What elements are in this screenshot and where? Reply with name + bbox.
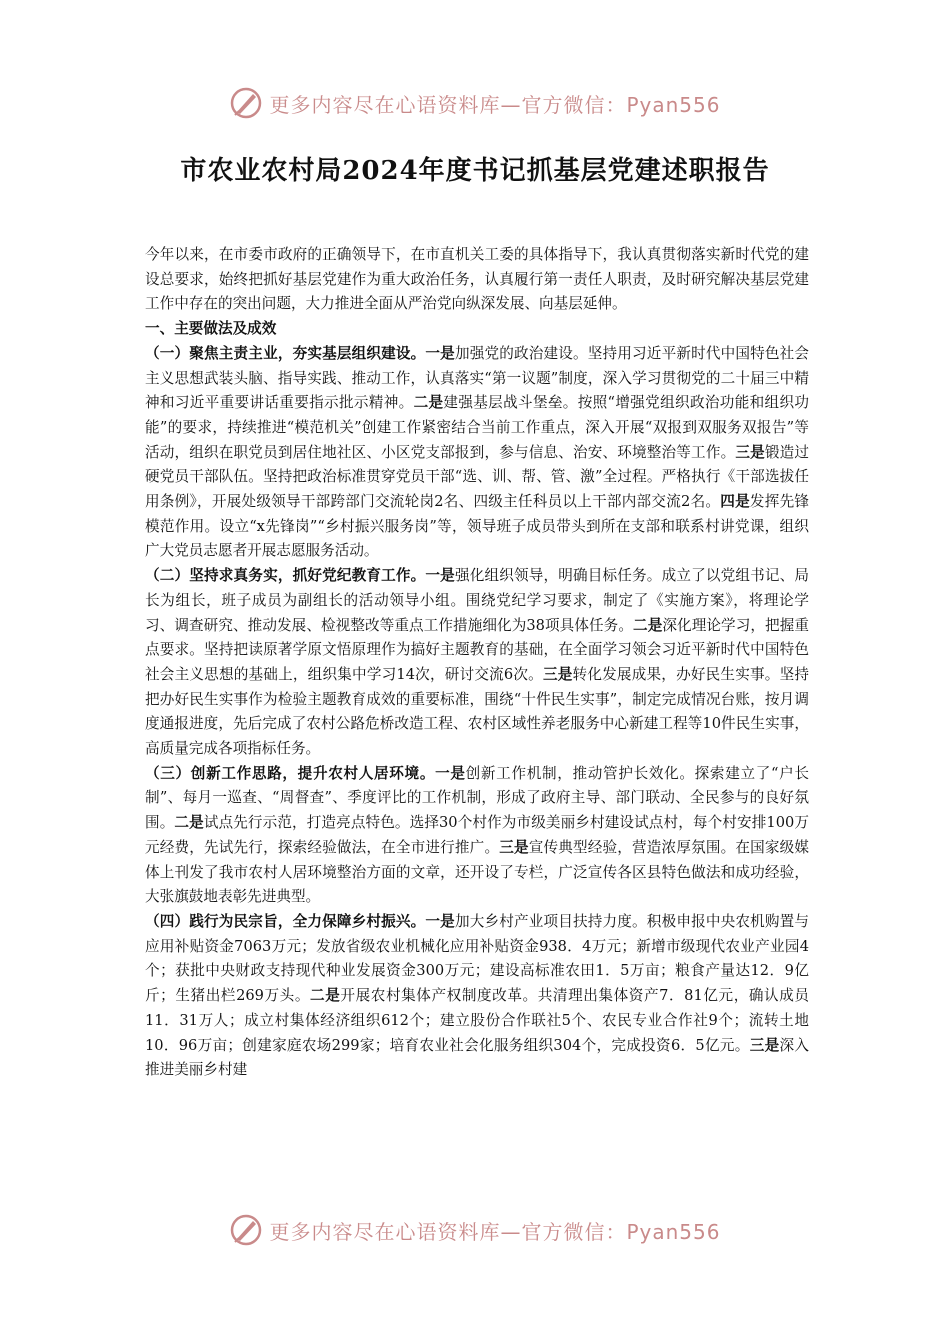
text: 发挥先锋模范作用。设立“x先锋岗”“乡村振兴服务岗”等，领导班子成员带头到所在支部和联系村讲党课，组织广大党员志愿者开展志愿服务活动。 (145, 493, 809, 560)
text: 深化理论学习，把握重点要求。坚持把读原著学原文悟原理作为搞好主题教育的基础，在全面学习领会习近平新时代中国特色社会主义思想的基础上，组织集中学习14次，研讨交流6次。 (145, 616, 809, 683)
document-title: 市农业农村局2024年度书记抓基层党建述职报告 (180, 156, 770, 186)
subsection-3-paragraph (145, 762, 809, 910)
text: 开展农村集体产权制度改革。共清理出集体资产7．81亿元，确认成员11．31万人；成立村集体经济组织612个；建立股份合作联社5个、农民专业合作社9个；流转土地10．96万亩；创建家庭农场299家；培育农业社会化服务组织304个，完成投资6．5亿元。 (145, 987, 809, 1054)
text: 转化发展成果，办好民生实事。坚持把办好民生实事作为检验主题教育成效的重要标准，围绕“十件民生实事”，制定完成情况台账，按月调度通报进度，先后完成了农村公路危桥改造工程、农村区域性养老服务中心新建工程等10件民生实事，高质量完成各项指标任务。 (145, 665, 809, 758)
header-watermark-banner (0, 83, 950, 123)
text: 建强基层战斗堡垒。按照“增强党组织政治功能和组织功能”的要求，持续推进“模范机关”创建工作紧密结合当前工作重点，深入开展“双报到双服务双报告”等活动，组织在职党员到居住地社区、小区党支部报到，参与信息、治安、环境整治等工作。 (145, 394, 809, 461)
keyword: 一是 (425, 567, 455, 585)
keyword: 三是 (499, 838, 529, 856)
subsection-2-heading: （二）坚持求真务实，抓好党纪教育工作。 (145, 567, 426, 585)
subsection-1-paragraph (145, 342, 809, 564)
text: 加大乡村产业项目扶持力度。积极申报中央农机购置与应用补贴资金7063万元；发放省级农业机械化应用补贴资金938．4万元；新增市级现代农业产业园4个；获批中央财政支持现代种业发展资金300万元；建设高标准农田1．5万亩；粮食产量达12．9亿斤；生猪出栏269万头。 (145, 912, 809, 1005)
quill-seal-icon (229, 1213, 263, 1247)
text: 深入推进美丽乡村建 (145, 1036, 809, 1079)
subsection-1-heading: （一）聚焦主责主业，夯实基层组织建设。 (145, 344, 426, 362)
text: 加强党的政治建设。坚持用习近平新时代中国特色社会主义思想武装头脑、指导实践、推动工作，认真落实“第一议题”制度，深入学习贯彻党的二十届三中精神和习近平重要讲话重要指示批示精神。 (145, 344, 809, 412)
text: 创新工作机制，推动管护长效化。探索建立了“户长制”、每月一巡查、“周督查”、季度评比的工作机制，形成了政府主导、部门联动、全民参与的良好氛围。 (145, 764, 809, 832)
keyword: 三是 (542, 665, 573, 683)
keyword: 二是 (413, 394, 444, 412)
keyword: 二是 (633, 616, 663, 634)
text: 宣传典型经验，营造浓厚氛围。在国家级媒体上刊发了我市农村人居环境整治方面的文章，还开设了专栏，广泛宣传各区县特色做法和成功经验，大张旗鼓地表彰先进典型。 (145, 838, 809, 906)
keyword: 三是 (735, 443, 765, 461)
document-body (145, 243, 809, 1083)
footer-watermark-banner (0, 1210, 950, 1250)
keyword: 二是 (174, 814, 204, 832)
keyword: 一是 (425, 912, 455, 930)
text: 锻造过硬党员干部队伍。坚持把政治标准贯穿党员干部“选、训、帮、管、激”全过程。严格执行《干部选拔任用条例》，开展处级领导干部跨部门交流轮岗2名、四级主任科员以上干部内部交流2名。 (145, 443, 809, 511)
subsection-4-heading: （四）践行为民宗旨，全力保障乡村振兴。 (145, 912, 426, 930)
keyword: 三是 (749, 1036, 780, 1054)
text: 试点先行示范，打造亮点特色。选择30个村作为市级美丽乡村建设试点村，每个村安排100万元经费，先试先行，探索经验做法，在全市进行推广。 (145, 814, 809, 856)
keyword: 四是 (720, 493, 750, 511)
keyword: 一是 (435, 764, 466, 782)
watermark-text: 更多内容尽在心语资料库—官方微信：Pyan556 (269, 1219, 721, 1244)
subsection-2-paragraph (145, 564, 809, 762)
subsection-3-heading: （三）创新工作思路，提升农村人居环境。 (145, 764, 436, 782)
intro-paragraph: 今年以来，在市委市政府的正确领导下，在市直机关工委的具体指导下，我认真贯彻落实新时代党的建设总要求，始终把抓好基层党建作为重大政治任务，认真履行第一责任人职责，及时研究解决基层党建工作中存在的突出问题，大力推进全面从严治党向纵深发展、向基层延伸。 (145, 246, 809, 313)
keyword: 一是 (425, 344, 455, 362)
keyword: 二是 (310, 987, 341, 1005)
section-heading: 一、主要做法及成效 (145, 320, 277, 338)
watermark-text: 更多内容尽在心语资料库—官方微信：Pyan556 (269, 92, 721, 117)
text: 强化组织领导，明确目标任务。成立了以党组书记、局长为组长，班子成员为副组长的活动领导小组。围绕党纪学习要求，制定了《实施方案》，将理论学习、调查研究、推动发展、检视整改等重点工作措施细化为38项具体任务。 (145, 567, 809, 634)
quill-seal-icon (229, 86, 263, 120)
subsection-4-paragraph (145, 910, 809, 1083)
